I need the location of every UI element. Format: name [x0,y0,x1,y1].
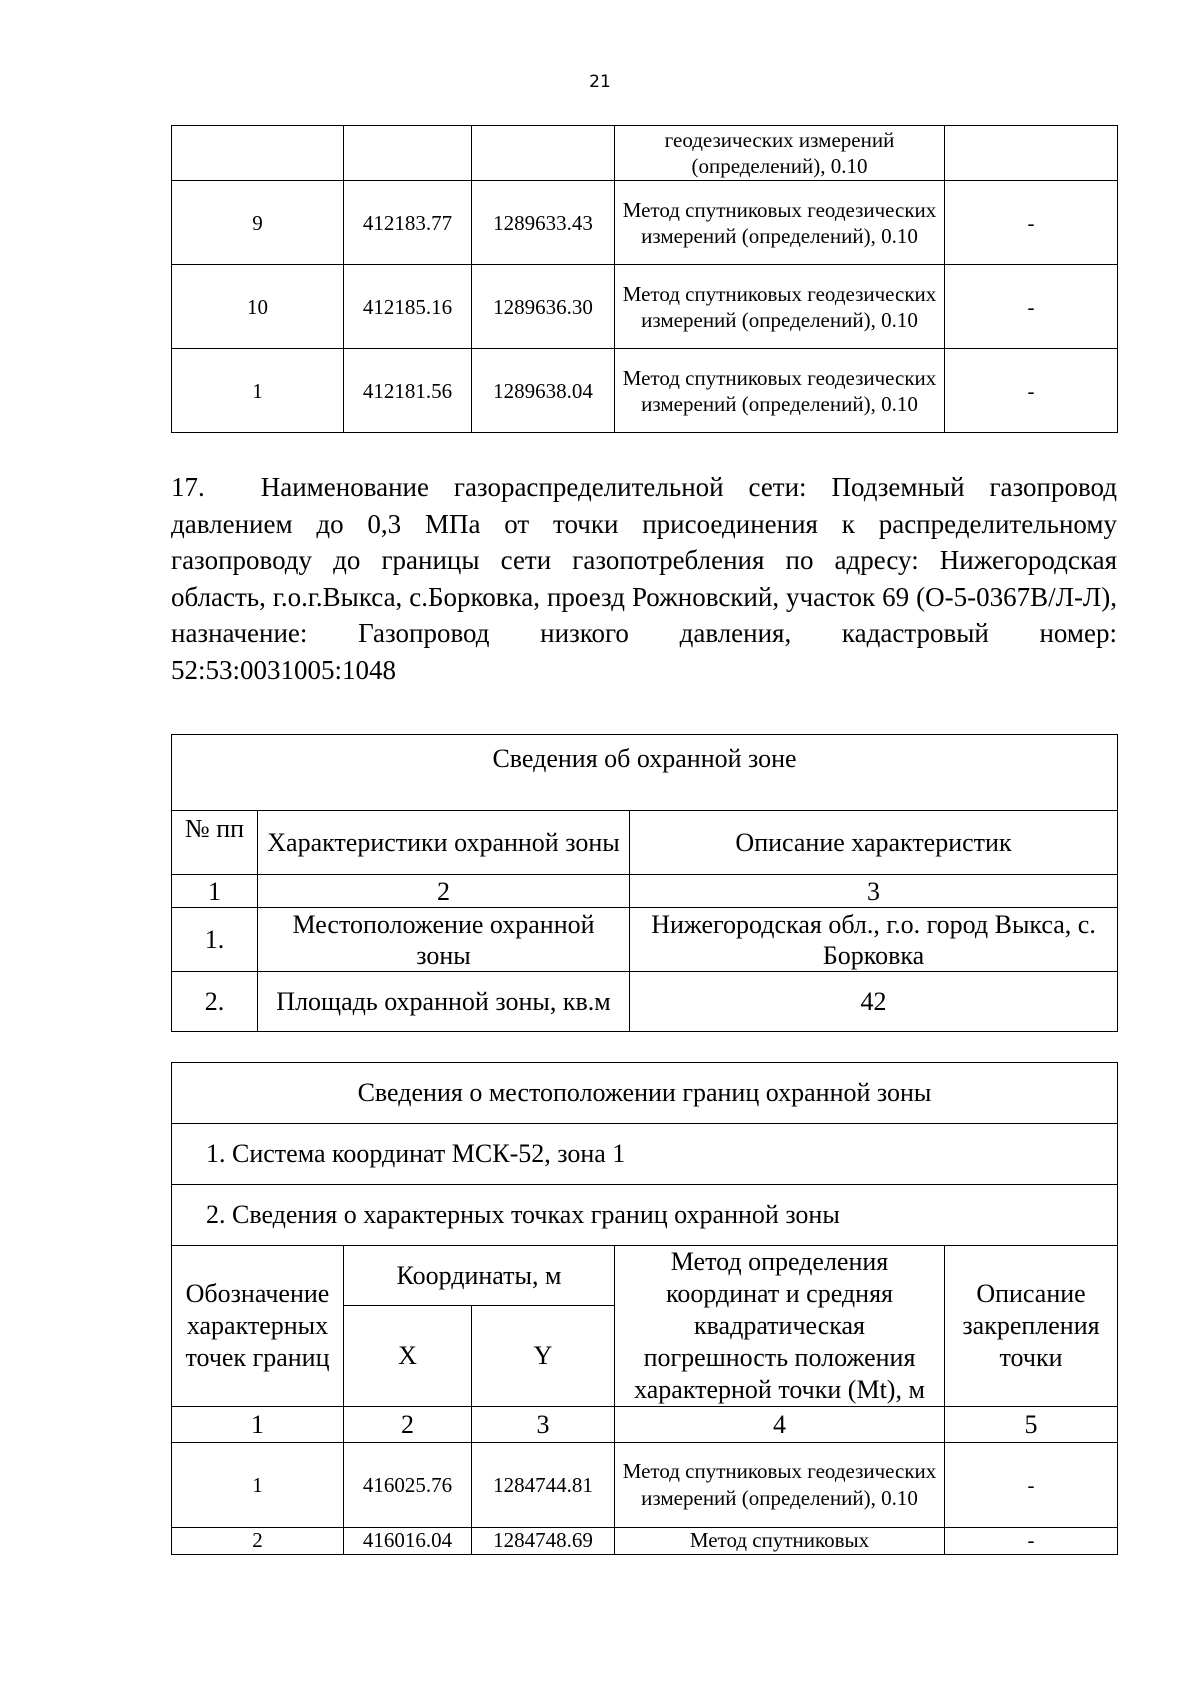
method-cell: Метод спутниковых [615,1528,945,1555]
column-header: X [344,1306,472,1407]
column-numbers-row [172,875,1118,908]
coord-y: 1289633.43 [472,181,615,265]
table-row [172,1528,1118,1555]
table-header-row [172,1246,1118,1306]
section-number: 17. [171,472,205,502]
page-number: 21 [589,72,611,92]
point-number: 1 [172,1443,344,1528]
fixing-description: - [945,265,1118,349]
column-header: Координаты, м [344,1246,615,1306]
table-row [172,265,1118,349]
coordinate-system: 1. Система координат МСК-52, зона 1 [172,1124,1118,1185]
row-number: 2. [172,972,258,1032]
fixing-description: - [945,1528,1118,1555]
column-header: Метод определения координат и средняя квадратическая погрешность положения характерной точки (Mt), м [615,1246,945,1407]
points-title: 2. Сведения о характерных точках границ охранной зоны [172,1185,1118,1246]
column-number: 3 [472,1407,615,1443]
table-row [172,349,1118,433]
method-cell: геодезических измерений (определений), 0.10 [615,126,945,181]
table-row [172,908,1118,972]
method-cell: Метод спутниковых геодезических измерений (определений), 0.10 [615,181,945,265]
coord-x: 416025.76 [344,1443,472,1528]
coordinates-table-continued [171,125,1118,433]
table-title: Сведения об охранной зоне [172,735,1118,811]
zone-boundaries-table [171,1062,1118,1555]
coord-x: 412181.56 [344,349,472,433]
table-row [172,972,1118,1032]
point-number: 2 [172,1528,344,1555]
column-numbers-row [172,1407,1118,1443]
coord-x: 412183.77 [344,181,472,265]
characteristic: Местоположение охранной зоны [258,908,630,972]
section-text: Наименование газораспределительной сети: Подземный газопровод давлением до 0,3 МПа от точки присоединения к распределительному газопроводу до границы сети газопотребления по адресу: Нижегородская область, г.о.г.Выкса, с.Борковка, проезд Рожновский, участок 69 (О-5-0367В/Л-Л), назначение: Газопровод низкого давления, кадастровый номер: 52:53:0031005:1048 [171,472,1117,685]
column-number: 1 [172,875,258,908]
coord-y: 1284748.69 [472,1528,615,1555]
column-number: 4 [615,1407,945,1443]
fixing-description: - [945,1443,1118,1528]
point-number: 9 [172,181,344,265]
table-row [172,126,1118,181]
characteristic-description: 42 [630,972,1118,1032]
column-number: 2 [258,875,630,908]
method-cell: Метод спутниковых геодезических измерений (определений), 0.10 [615,349,945,433]
points-title-row [172,1185,1118,1246]
table-row [172,181,1118,265]
column-header: Характеристики охранной зоны [258,811,630,875]
coord-y: 1289638.04 [472,349,615,433]
column-number: 3 [630,875,1118,908]
section-paragraph [171,469,1117,688]
column-header: Описание закрепления точки [945,1246,1118,1407]
column-number: 5 [945,1407,1118,1443]
method-cell: Метод спутниковых геодезических измерений (определений), 0.10 [615,1443,945,1528]
table-title: Сведения о местоположении границ охранной зоны [172,1063,1118,1124]
coord-y: 1284744.81 [472,1443,615,1528]
coord-y: 1289636.30 [472,265,615,349]
column-number: 1 [172,1407,344,1443]
column-header: Обозначение характерных точек границ [172,1246,344,1407]
column-header: Описание характеристик [630,811,1118,875]
table-row [172,1443,1118,1528]
column-number: 2 [344,1407,472,1443]
table-header-row [172,811,1118,875]
coordinate-system-row [172,1124,1118,1185]
column-header: Y [472,1306,615,1407]
fixing-description: - [945,349,1118,433]
fixing-description: - [945,181,1118,265]
characteristic-description: Нижегородская обл., г.о. город Выкса, с. Борковка [630,908,1118,972]
table-title-row [172,735,1118,811]
coord-x: 416016.04 [344,1528,472,1555]
protection-zone-table [171,734,1118,1032]
column-header: № пп [172,811,258,875]
point-number: 10 [172,265,344,349]
point-number: 1 [172,349,344,433]
coord-x: 412185.16 [344,265,472,349]
method-cell: Метод спутниковых геодезических измерений (определений), 0.10 [615,265,945,349]
row-number: 1. [172,908,258,972]
table-title-row [172,1063,1118,1124]
characteristic: Площадь охранной зоны, кв.м [258,972,630,1032]
